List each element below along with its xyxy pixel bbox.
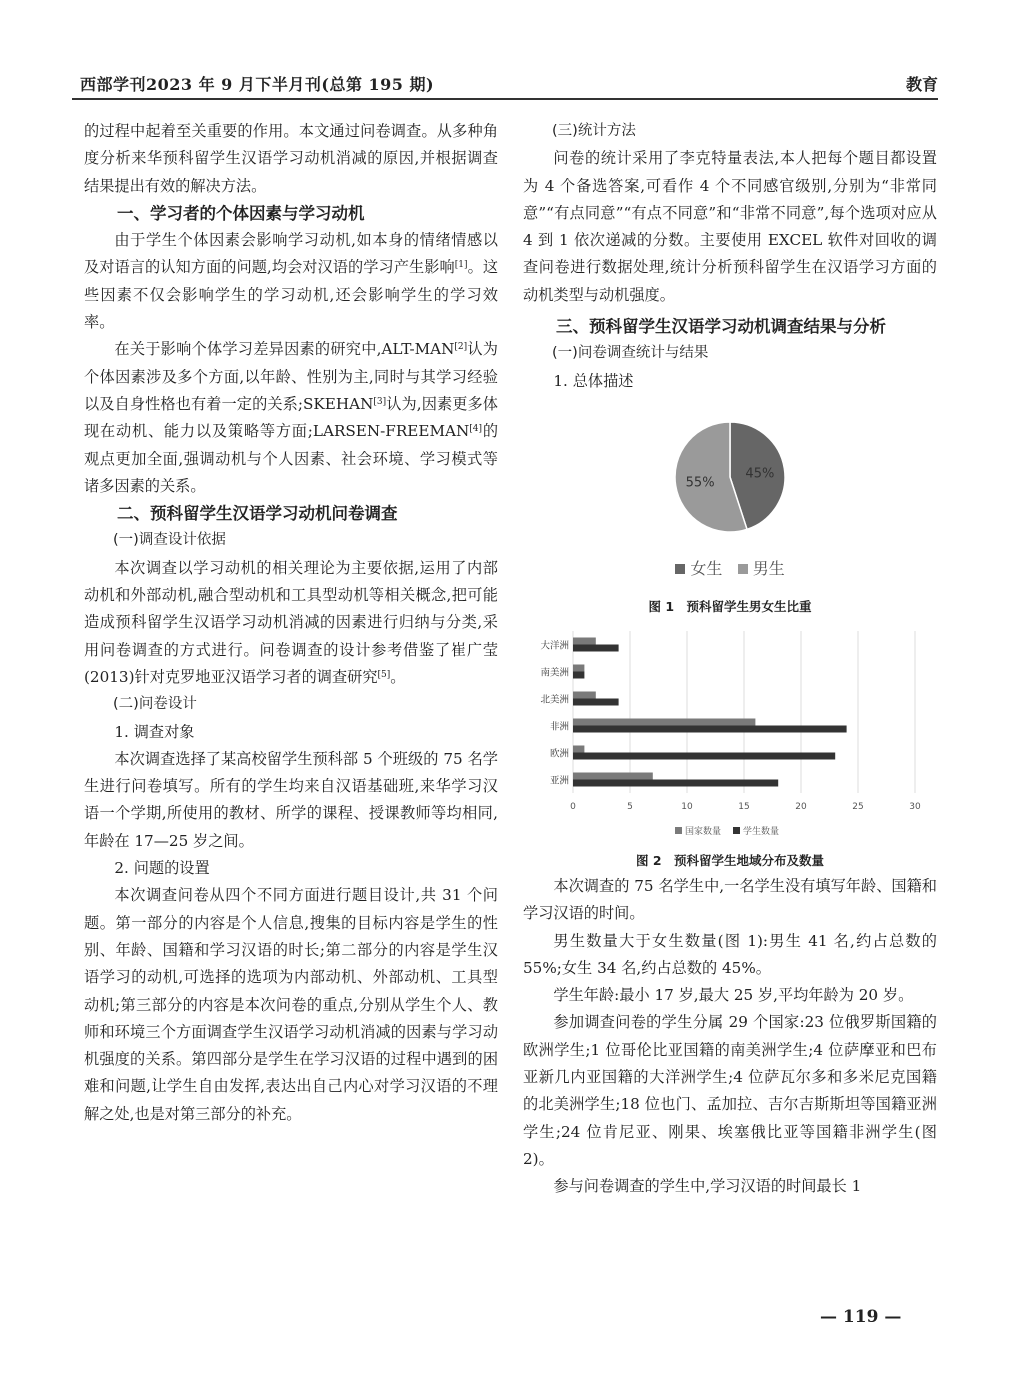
- x-tick-label: 0: [570, 801, 576, 812]
- citation-ref: [2]: [454, 342, 468, 353]
- paragraph: 本次调查以学习动机的相关理论为主要依据,运用了内部动机和外部动机,融合型动机和工具型动机等相关概念,把可能造成预科留学生汉语学习动机消减的因素进行归纳与分类,采用问卷调查的方式进行。问卷调查的设计参考借鉴了崔广莹(2013)针对克罗地亚汉语学习者的调查研究[5]。: [84, 558, 498, 686]
- bar-student-count: [573, 671, 584, 678]
- legend-swatch: [675, 827, 682, 834]
- bar-country-count: [573, 745, 584, 752]
- figure-2: [523, 623, 937, 851]
- paragraph: 男生数量大于女生数量(图 1):男生 41 名,约占总数的 55%;女生 34 名,约占总数的 45%。: [523, 931, 937, 977]
- bar-student-count: [573, 779, 778, 786]
- x-tick-label: 5: [627, 801, 633, 812]
- section-heading-2: 二、预科留学生汉语学习动机问卷调查: [117, 504, 398, 524]
- bar-student-count: [573, 725, 847, 732]
- pie-data-label: 55%: [685, 475, 715, 491]
- legend-swatch-female: [675, 564, 685, 574]
- minor-heading: 2. 问题的设置: [114, 859, 210, 878]
- category-label: 大洋洲: [540, 640, 569, 652]
- bar-country-count: [573, 637, 596, 644]
- paragraph: 参加调查问卷的学生分属 29 个国家:23 位俄罗斯国籍的欧洲学生;1 位哥伦比亚国籍的南美洲学生;4 位萨摩亚和巴布亚新几内亚国籍的大洋洲学生;4 位萨瓦尔多和多米尼克国籍的北美洲学生;18 位也门、孟加拉、吉尔吉斯斯坦等国籍亚洲学生;24 位肯尼亚、刚果、埃塞俄比亚等国籍非洲学生(图 2)。: [523, 1013, 937, 1168]
- bar-student-count: [573, 698, 619, 705]
- paragraph: 由于学生个体因素会影响学习动机,如本身的情绪情感以及对语言的认知方面的问题,均会对汉语的学习产生影响[1]。这些因素不仅会影响学生的学习动机,还会影响学生的学习效率。: [84, 231, 499, 332]
- page-header: [72, 72, 938, 100]
- paragraph: 本次调查的 75 名学生中,一名学生没有填写年龄、国籍和学习汉语的时间。: [523, 876, 937, 923]
- minor-heading: 1. 总体描述: [553, 371, 634, 390]
- category-label: 非洲: [549, 721, 569, 733]
- legend-swatch-male: [738, 564, 748, 574]
- section-name: 教育: [905, 75, 938, 94]
- category-label: 亚洲: [549, 775, 569, 787]
- paragraph: 本次调查问卷从四个不同方面进行题目设计,共 31 个问题。第一部分的内容是个人信息,搜集的目标内容是学生的性别、年龄、国籍和学习汉语的时长;第二部分的内容是学生汉语学习的动机,可选择的选项为内部动机、外部动机、工具型动机;第三部分的内容是本次问卷的重点,分别从学生个人、教师和环境三个方面调查学生汉语学习动机消减的因素与学习动机强度的关系。第四部分是学生在学习汉语的过程中遇到的困难和问题,让学生自由发挥,表达出自己内心对学习汉语的不理解之处,也是对第三部分的补充。: [84, 886, 498, 1123]
- paragraph: 问卷的统计采用了李克特量表法,本人把每个题目都设置为 4 个备选答案,可看作 4 个不同感官级别,分别为“非常同意”“有点同意”“有点不同意”和“非常不同意”,每个选项对应从 4 到 1 依次递减的分数。主要使用 EXCEL 软件对回收的调查问卷进行数据处理,统计分析预科留学生在汉语学习方面的动机类型与动机强度。: [523, 149, 937, 304]
- x-tick-label: 20: [795, 801, 807, 812]
- subsection-heading: (三)统计方法: [552, 123, 636, 139]
- pie-chart: [523, 395, 937, 560]
- bar-country-count: [573, 664, 584, 671]
- paragraph: 在关于影响个体学习差异因素的研究中,ALT-MAN[2]认为个体因素涉及多个方面,以年龄、性别为主,同时与其学习经验以及自身性格也有着一定的关系;SKEHAN[3]认为,因素更多体现在动机、能力以及策略等方面;LARSEN-FREEMAN[4]的观点更加全面,强调动机与个人因素、社会环境、学习模式等诸多因素的关系。: [84, 340, 498, 495]
- bar-country-count: [573, 772, 653, 779]
- right-column: [523, 118, 937, 1201]
- page-number: — 119 —: [820, 1307, 902, 1327]
- bar-chart: [523, 623, 937, 851]
- figure-caption: 图 2 预科留学生地域分布及数量: [635, 852, 825, 868]
- category-label: 北美洲: [540, 694, 569, 706]
- paragraph: 的过程中起着至关重要的作用。本文通过问卷调查。从多种角度分析来华预科留学生汉语学习动机消减的原因,并根据调查结果提出有效的解决方法。: [84, 122, 498, 195]
- paragraph: 学生年龄:最小 17 岁,最大 25 岁,平均年龄为 20 岁。: [553, 986, 914, 1005]
- citation-ref: [1]: [454, 260, 468, 271]
- subsection-heading: (一)调查设计依据: [113, 532, 226, 549]
- paragraph: 本次调查选择了某高校留学生预科部 5 个班级的 75 名学生进行问卷填写。所有的学生均来自汉语基础班,来华学习汉语一个学期,所使用的教材、所学的课程、授课教师等均相同,年龄在 17—25 岁之间。: [84, 749, 498, 850]
- x-tick-label: 30: [909, 801, 921, 812]
- legend-label-female: 女生: [690, 558, 723, 578]
- pie-data-label: 45%: [745, 466, 775, 482]
- legend-label: 国家数量: [685, 826, 722, 837]
- legend-label-male: 男生: [752, 558, 785, 578]
- citation-ref: [5]: [377, 669, 391, 680]
- category-label: 南美洲: [540, 667, 569, 679]
- section-heading-3: 三、预科留学生汉语学习动机调查结果与分析: [556, 317, 886, 337]
- legend-swatch: [733, 827, 740, 834]
- category-label: 欧洲: [549, 748, 569, 760]
- x-tick-label: 25: [852, 801, 864, 812]
- minor-heading: 1. 调查对象: [114, 722, 195, 741]
- x-tick-label: 15: [738, 801, 750, 812]
- bar-country-count: [573, 691, 596, 698]
- paragraph: 参与问卷调查的学生中,学习汉语的时间最长 1: [553, 1177, 862, 1196]
- bar-student-count: [573, 752, 835, 759]
- figure-1: [523, 395, 937, 585]
- pie-legend: [523, 555, 937, 582]
- journal-title: 西部学刊2023 年 9 月下半月刊(总第 195 期): [80, 75, 435, 94]
- x-tick-label: 10: [681, 801, 693, 812]
- bar-country-count: [573, 718, 755, 725]
- left-column: [84, 118, 498, 1128]
- legend-label: 学生数量: [743, 826, 780, 837]
- subsection-heading: (二)问卷设计: [113, 696, 197, 713]
- section-heading-1: 一、学习者的个体因素与学习动机: [117, 203, 365, 223]
- citation-ref: [3]: [373, 396, 387, 407]
- subsection-heading: (一)问卷调查统计与结果: [552, 345, 709, 362]
- citation-ref: [4]: [469, 424, 483, 435]
- bar-student-count: [573, 644, 619, 651]
- figure-caption: 图 1 预科留学生男女生比重: [648, 598, 812, 614]
